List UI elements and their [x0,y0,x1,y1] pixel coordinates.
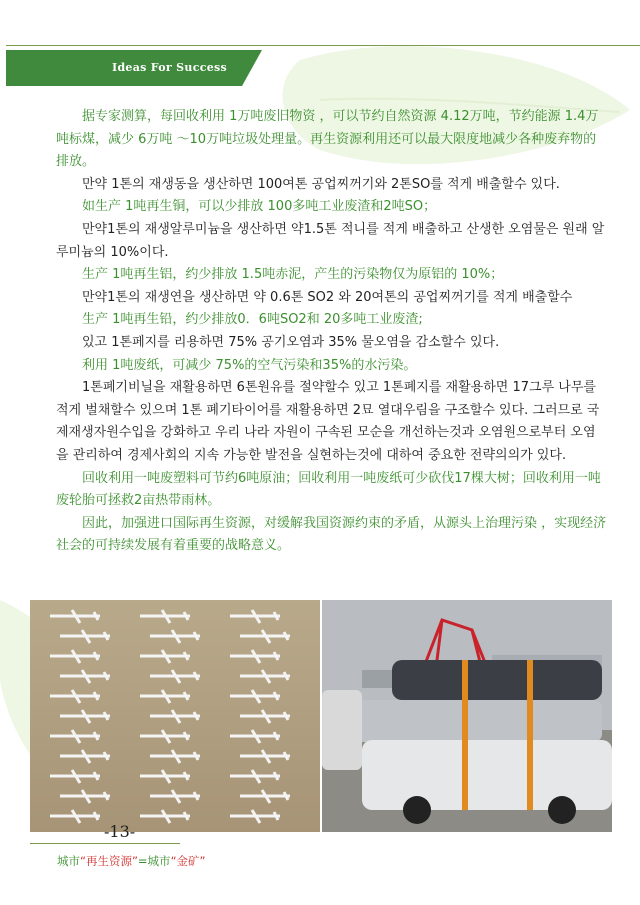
paragraph-7: 生产 1吨再生铅，约少排放0．6吨SO2和 20多吨工业废渣; [82,312,423,328]
footer-rule [30,843,180,844]
paragraph-10: 1톤폐기비닐을 재활용하면 6톤원유를 절약할수 있고 1톤폐지를 재활용하면 17그루 나무를 적게 벌채할수 있으며 1톤 폐기타이어를 재활용하면 2묘 열대우림을 구조할수 있다. 그러므로 국제재생자원수입을 강화하고 우리 나라 자원이 구속된 모순을 개선하는것과 오염원으로부터 오염을 관리하여 경제사회의 지속 가능한 발전을 실현하는것에 대하여 중요한 전략의의가 있다. [56,380,600,463]
paragraph-1: 据专家测算，每回收利用 1万吨废旧物资 ，可以节约自然资源 4.12万吨，节约能源 1.4万吨标煤，减少 6万吨 ～10万吨垃圾处理量。再生资源利用还可以最大限度地减少各种废弃物的排放。 [56,109,599,170]
header-banner-text: Ideas For Success [112,61,227,74]
paragraph-5: 生产 1吨再生铝，约少排放 1.5吨赤泥，产生的污染物仅为原铝的 10%； [82,267,504,283]
paragraph-11: 回收利用一吨废塑料可节约6吨原油；回收利用一吨废纸可少砍伐17棵大树；回收利用一吨废轮胎可拯救2亩热带雨林。 [56,470,601,509]
footer-prefix: 城市 [57,854,80,868]
footer-middle: =城市 [137,854,171,868]
footer-highlight-1: “再生资源” [80,854,138,868]
paragraph-3: 如生产 1吨再生铜，可以少排放 100多吨工业废渣和2吨SO； [82,199,437,215]
paragraph-9: 利用 1吨废纸，可减少 75%的空气污染和35%的水污染。 [82,357,417,373]
footer-highlight-2: “金矿” [170,854,206,868]
header-banner-tip [242,50,262,86]
page-number: -13- [104,822,136,841]
paragraph-2: 만약 1톤의 재생동을 생산하면 100여톤 공업찌꺼기와 2톤SO를 적게 배출할수 있다. [82,176,560,192]
paragraph-12: 因此，加强进口国际再生资源，对缓解我国资源约束的矛盾，从源头上治理污染 ，实现经济社会的可持续发展有着重要的战略意义。 [56,515,607,554]
article-body [56,106,608,558]
footer-caption [57,853,205,869]
paragraph-4: 만약1톤의 재생알루미늄을 생산하면 약1.5톤 적니를 적게 배출하고 산생한 오염물은 원래 알루미늄의 10%이다. [56,221,605,260]
paragraph-6: 만약1톤의 재생연을 생산하면 약 0.6톤 SO2 와 20여톤의 공업찌꺼기를 적게 배출할수 [82,289,573,305]
paragraph-8: 있고 1톤페지를 리용하면 75% 공기오염과 35% 물오염을 감소할수 있다. [82,334,500,350]
aircraft-boneyard-photo [30,600,320,832]
stacked-scrap-cars-photo [322,600,612,832]
